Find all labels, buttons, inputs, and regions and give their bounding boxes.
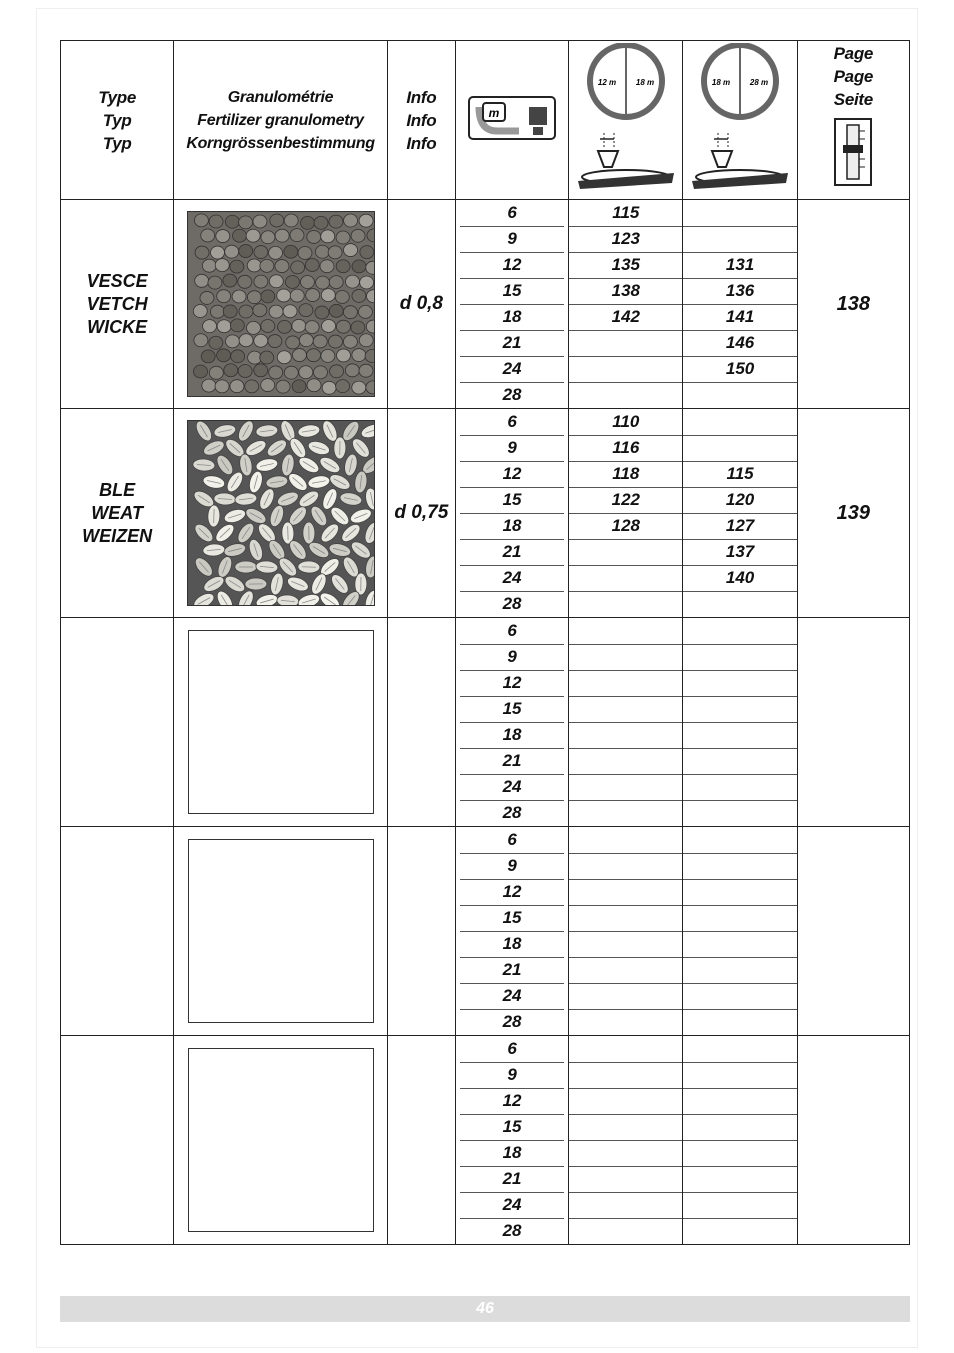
header-info-fr: Info <box>406 87 437 107</box>
width-a-list-cell <box>569 696 682 722</box>
sample-image-cell <box>174 618 388 827</box>
setting-list-cell: 18 <box>460 513 564 539</box>
setting-list-cell: 21 <box>460 539 564 565</box>
header-page <box>797 41 909 200</box>
width-b-list <box>683 410 796 617</box>
setting-list-cell: 6 <box>507 412 517 431</box>
width-a-list-cell <box>569 931 682 957</box>
product-row <box>61 200 910 409</box>
setting-list-cell: 28 <box>460 591 564 617</box>
width-a-list-cell <box>569 330 682 356</box>
width-b-list-cell <box>683 696 796 722</box>
header-info-de: Info <box>406 133 437 153</box>
product-name-cell <box>61 827 174 1036</box>
info-value: d 0,8 <box>399 293 443 314</box>
width-a-list-cell: 115 <box>612 203 640 222</box>
header-page-fr: Page <box>833 44 874 63</box>
width-b-list-cell: 150 <box>683 356 796 382</box>
setting-list-cell: 18 <box>460 304 564 330</box>
fertilizer-table <box>60 40 910 1245</box>
width-a-list-cell <box>569 853 682 879</box>
width-a-list <box>569 828 682 1035</box>
setting-list-cell: 18 <box>460 1140 564 1166</box>
product-name-line: VESCE <box>86 270 148 291</box>
page-ref-value: 139 <box>836 501 871 524</box>
header-width-a <box>569 41 683 200</box>
width-b-list-cell <box>683 1140 796 1166</box>
width-b-column <box>683 827 797 1036</box>
width-a-list-cell: 123 <box>569 226 682 252</box>
setting-list <box>460 410 564 617</box>
product-name-cell <box>61 200 174 409</box>
width-a-list-cell <box>569 1009 682 1035</box>
width-a-column <box>569 200 683 409</box>
info-cell <box>387 409 455 618</box>
info-value: d 0,75 <box>394 502 449 523</box>
setting-list-cell: 12 <box>460 252 564 278</box>
product-row <box>61 827 910 1036</box>
header-type-de: Typ <box>102 133 132 153</box>
hopper-setting-icon <box>467 93 557 143</box>
width-a-column <box>569 827 683 1036</box>
header-type <box>61 41 174 200</box>
width-a-list-cell <box>569 565 682 591</box>
setting-list-cell: 9 <box>460 226 564 252</box>
width-b-list-cell <box>683 591 796 617</box>
width-b-list <box>683 201 796 408</box>
header-gran-en: Fertilizer granulometry <box>197 111 364 129</box>
setting-list-cell: 24 <box>460 774 564 800</box>
setting-list-cell: 12 <box>460 879 564 905</box>
page-ref-cell <box>797 827 909 1036</box>
setting-list-cell: 28 <box>460 1009 564 1035</box>
empty-sample-box <box>188 630 374 814</box>
width-a-list-cell <box>569 382 682 408</box>
setting-list-cell: 6 <box>507 830 517 849</box>
product-name-cell <box>61 409 174 618</box>
width-b-list-cell: 120 <box>683 487 796 513</box>
header-page-en: Page <box>833 67 874 86</box>
wheat-grains-image <box>187 420 375 606</box>
setting-column <box>455 200 568 409</box>
width-b-list-cell <box>683 226 796 252</box>
width-a-right-label: 18 m <box>635 77 654 87</box>
width-a-list-cell <box>569 774 682 800</box>
width-b-list-cell: 115 <box>683 461 796 487</box>
width-b-list-cell <box>683 774 796 800</box>
sample-image-cell <box>174 1036 388 1245</box>
header-page-de: Seite <box>833 90 873 109</box>
width-b-list-cell <box>683 1192 796 1218</box>
width-b-list-cell <box>683 905 796 931</box>
product-name-line: WEAT <box>91 502 143 523</box>
setting-list-cell: 24 <box>460 356 564 382</box>
page-ref-value: 138 <box>836 292 871 315</box>
setting-list-cell: 21 <box>460 330 564 356</box>
setting-column <box>455 409 568 618</box>
width-b-list-cell <box>683 800 796 826</box>
setting-list <box>460 828 564 1035</box>
page-ref-cell <box>797 618 909 827</box>
header-row <box>61 41 910 200</box>
sample-image-cell <box>174 200 388 409</box>
width-b-list-cell: 146 <box>683 330 796 356</box>
width-a-list-cell <box>569 670 682 696</box>
width-a-list-cell <box>569 1166 682 1192</box>
header-type-en: Typ <box>102 110 132 130</box>
setting-list-cell: 6 <box>507 1039 517 1058</box>
width-b-list-cell <box>683 879 796 905</box>
footer-bar <box>60 1296 910 1322</box>
setting-list-cell: 15 <box>460 278 564 304</box>
setting-list-cell: 21 <box>460 1166 564 1192</box>
setting-list <box>460 619 564 826</box>
width-b-list-cell <box>683 201 796 227</box>
product-name-line: WEIZEN <box>82 525 153 546</box>
width-a-list-cell <box>569 539 682 565</box>
product-name-line: WICKE <box>87 316 148 337</box>
sample-image-cell <box>174 409 388 618</box>
setting-list-cell: 9 <box>460 435 564 461</box>
product-row <box>61 409 910 618</box>
product-name-cell <box>61 1036 174 1245</box>
header-setting-icon-cell <box>455 41 568 200</box>
page-number: 46 <box>476 1300 494 1317</box>
width-b-list-cell <box>683 1037 796 1063</box>
width-b-list-cell: 141 <box>683 304 796 330</box>
width-a-column <box>569 409 683 618</box>
width-a-column <box>569 1036 683 1245</box>
width-a-list-cell <box>569 591 682 617</box>
width-a-list-cell: 128 <box>569 513 682 539</box>
width-b-column <box>683 618 797 827</box>
page-ref-cell <box>797 200 909 409</box>
setting-list-cell: 15 <box>460 905 564 931</box>
setting-list-cell: 9 <box>460 853 564 879</box>
header-gran-fr: Granulométrie <box>227 88 334 106</box>
info-cell <box>387 618 455 827</box>
setting-list-cell: 6 <box>507 621 517 640</box>
width-b-list-cell <box>683 644 796 670</box>
info-cell <box>387 1036 455 1245</box>
width-b-list <box>683 828 796 1035</box>
info-cell <box>387 200 455 409</box>
width-b-list-cell: 137 <box>683 539 796 565</box>
width-b-right-label: 28 m <box>749 77 769 87</box>
width-b-list-cell <box>683 670 796 696</box>
width-a-list <box>569 201 682 408</box>
width-b-list-cell: 127 <box>683 513 796 539</box>
width-a-list-cell <box>569 879 682 905</box>
setting-list-cell: 28 <box>460 1218 564 1244</box>
setting-list-cell: 9 <box>460 1062 564 1088</box>
header-type-fr: Type <box>98 87 137 107</box>
width-a-list-cell <box>569 356 682 382</box>
width-b-list-cell <box>683 983 796 1009</box>
vetch-seeds-image <box>187 211 375 397</box>
setting-list-cell: 24 <box>460 983 564 1009</box>
spread-width-b-icon <box>688 43 792 193</box>
width-a-list-cell <box>569 644 682 670</box>
width-a-list-cell <box>569 1140 682 1166</box>
spread-width-a-icon <box>574 43 678 193</box>
width-a-list <box>569 1037 682 1244</box>
width-b-list-cell: 136 <box>683 278 796 304</box>
setting-list-cell: 12 <box>460 461 564 487</box>
page-ref-cell <box>797 409 909 618</box>
width-b-list-cell <box>683 1218 796 1244</box>
product-name-line: VETCH <box>86 293 148 314</box>
width-a-list-cell <box>569 722 682 748</box>
header-info-en: Info <box>406 110 437 130</box>
width-b-column <box>683 409 797 618</box>
width-a-list-cell: 116 <box>569 435 682 461</box>
width-b-list-cell: 140 <box>683 565 796 591</box>
setting-column <box>455 827 568 1036</box>
width-a-list-cell: 118 <box>569 461 682 487</box>
header-granulometry <box>174 41 388 200</box>
setting-list-cell: 12 <box>460 1088 564 1114</box>
setting-column <box>455 1036 568 1245</box>
setting-list-cell: 15 <box>460 487 564 513</box>
setting-list <box>460 201 564 408</box>
width-b-list-cell <box>683 957 796 983</box>
width-a-list-cell: 110 <box>612 412 640 431</box>
width-a-list <box>569 410 682 617</box>
svg-text:m: m <box>488 105 500 120</box>
setting-list-cell: 15 <box>460 696 564 722</box>
width-b-list-cell <box>683 722 796 748</box>
setting-list-cell: 15 <box>460 1114 564 1140</box>
width-a-list-cell <box>569 1088 682 1114</box>
width-b-list-cell <box>683 748 796 774</box>
setting-list-cell: 21 <box>460 957 564 983</box>
setting-list-cell: 6 <box>507 203 517 222</box>
setting-list-cell: 24 <box>460 1192 564 1218</box>
width-b-list <box>683 619 796 826</box>
width-b-list-cell <box>683 828 796 854</box>
width-a-list-cell <box>569 1062 682 1088</box>
width-a-list <box>569 619 682 826</box>
width-b-list <box>683 1037 796 1244</box>
setting-list-cell: 28 <box>460 382 564 408</box>
setting-list-cell: 28 <box>460 800 564 826</box>
width-a-list-cell: 142 <box>569 304 682 330</box>
setting-column <box>455 618 568 827</box>
width-b-list-cell <box>683 1088 796 1114</box>
empty-sample-box <box>188 839 374 1023</box>
header-gran-de: Korngrössenbestimmung <box>186 134 375 152</box>
width-a-list-cell: 138 <box>569 278 682 304</box>
width-a-list-cell <box>569 957 682 983</box>
setting-list-cell: 24 <box>460 565 564 591</box>
ruler-icon <box>833 117 873 187</box>
product-name-line: BLE <box>99 479 136 500</box>
width-a-list-cell <box>569 1218 682 1244</box>
setting-list-cell: 12 <box>460 670 564 696</box>
width-b-list-cell: 131 <box>683 252 796 278</box>
width-a-column <box>569 618 683 827</box>
width-b-list-cell <box>683 1166 796 1192</box>
setting-list-cell: 18 <box>460 722 564 748</box>
setting-list-cell: 18 <box>460 931 564 957</box>
product-row <box>61 1036 910 1245</box>
width-a-list-cell: 122 <box>569 487 682 513</box>
product-row <box>61 618 910 827</box>
width-b-left-label: 18 m <box>711 77 731 87</box>
width-a-list-cell <box>569 828 682 854</box>
width-a-list-cell <box>569 1114 682 1140</box>
width-a-list-cell <box>569 983 682 1009</box>
width-a-list-cell <box>569 619 682 645</box>
width-b-list-cell <box>683 1009 796 1035</box>
width-b-column <box>683 1036 797 1245</box>
setting-list-cell: 9 <box>460 644 564 670</box>
header-width-b <box>683 41 797 200</box>
width-a-list-cell <box>569 1192 682 1218</box>
width-a-list-cell <box>569 748 682 774</box>
setting-list-cell: 21 <box>460 748 564 774</box>
width-b-column <box>683 200 797 409</box>
sample-image-cell <box>174 827 388 1036</box>
width-b-list-cell <box>683 853 796 879</box>
product-name-cell <box>61 618 174 827</box>
width-b-list-cell <box>683 931 796 957</box>
info-cell <box>387 827 455 1036</box>
width-b-list-cell <box>683 619 796 645</box>
width-a-left-label: 12 m <box>597 77 616 87</box>
width-b-list-cell <box>683 410 796 436</box>
width-b-list-cell <box>683 1062 796 1088</box>
page-ref-cell <box>797 1036 909 1245</box>
width-a-list-cell <box>569 800 682 826</box>
width-a-list-cell <box>569 1037 682 1063</box>
header-info <box>387 41 455 200</box>
width-b-list-cell <box>683 382 796 408</box>
width-b-list-cell <box>683 1114 796 1140</box>
setting-list <box>460 1037 564 1244</box>
width-a-list-cell <box>569 905 682 931</box>
empty-sample-box <box>188 1048 374 1232</box>
width-a-list-cell: 135 <box>569 252 682 278</box>
width-b-list-cell <box>683 435 796 461</box>
